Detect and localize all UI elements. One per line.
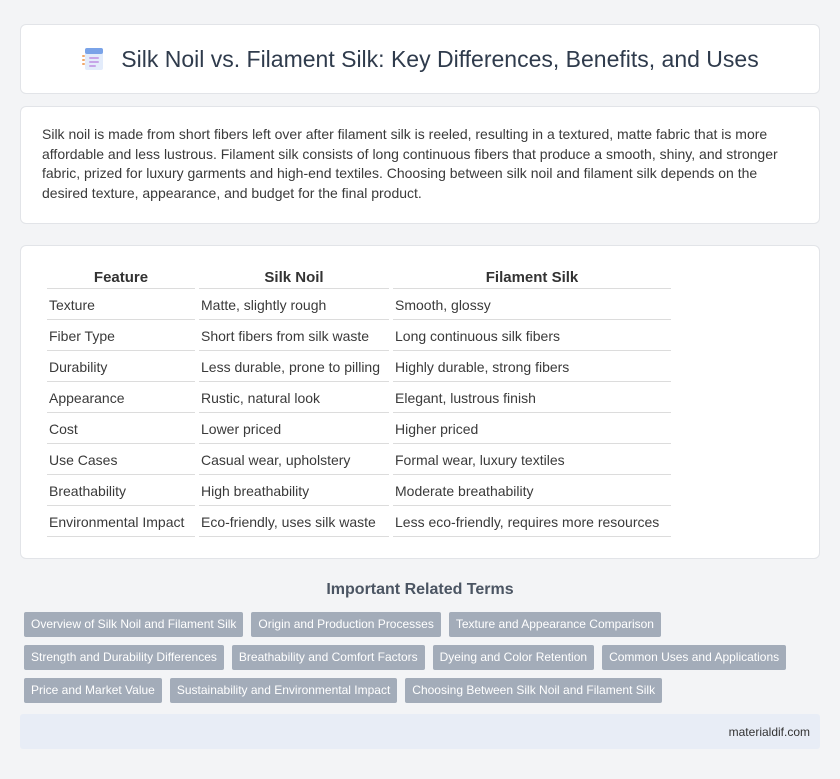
table-cell: Long continuous silk fibers <box>393 320 671 351</box>
column-header-filament-silk: Filament Silk <box>393 264 671 289</box>
table-cell: Rustic, natural look <box>199 382 389 413</box>
comparison-card <box>20 245 820 559</box>
intro-card <box>20 106 820 224</box>
related-term-tag[interactable]: Price and Market Value <box>24 678 162 703</box>
page-title: Silk Noil vs. Filament Silk: Key Differences, Benefits, and Uses <box>121 45 759 72</box>
related-term-tag[interactable]: Sustainability and Environmental Impact <box>170 678 397 703</box>
related-term-tag[interactable]: Strength and Durability Differences <box>24 645 224 670</box>
table-cell: High breathability <box>199 475 389 506</box>
table-cell: Short fibers from silk waste <box>199 320 389 351</box>
table-header-row <box>47 264 671 289</box>
table-cell: Higher priced <box>393 413 671 444</box>
related-term-tag[interactable]: Origin and Production Processes <box>251 612 440 637</box>
column-header-feature: Feature <box>47 264 195 289</box>
table-row <box>47 413 671 444</box>
table-cell: Use Cases <box>47 444 195 475</box>
table-cell: Fiber Type <box>47 320 195 351</box>
table-cell: Highly durable, strong fibers <box>393 351 671 382</box>
table-cell: Cost <box>47 413 195 444</box>
table-cell: Matte, slightly rough <box>199 289 389 320</box>
table-cell: Formal wear, luxury textiles <box>393 444 671 475</box>
title-wrap <box>81 46 758 73</box>
footer <box>20 714 820 749</box>
table-cell: Casual wear, upholstery <box>199 444 389 475</box>
table-row <box>47 506 671 537</box>
related-term-tag[interactable]: Common Uses and Applications <box>602 645 786 670</box>
comparison-table <box>43 264 675 537</box>
table-row <box>47 351 671 382</box>
related-term-tag[interactable]: Texture and Appearance Comparison <box>449 612 661 637</box>
table-cell: Breathability <box>47 475 195 506</box>
table-cell: Less durable, prone to pilling <box>199 351 389 382</box>
table-row <box>47 382 671 413</box>
table-cell: Smooth, glossy <box>393 289 671 320</box>
footer-site-name[interactable]: materialdif.com <box>728 725 810 739</box>
table-row <box>47 475 671 506</box>
table-cell: Texture <box>47 289 195 320</box>
related-term-tag[interactable]: Overview of Silk Noil and Filament Silk <box>24 612 243 637</box>
table-cell: Durability <box>47 351 195 382</box>
related-term-tag[interactable]: Choosing Between Silk Noil and Filament Silk <box>405 678 662 703</box>
table-cell: Less eco-friendly, requires more resources <box>393 506 671 537</box>
header-card <box>20 24 820 94</box>
related-terms-list <box>24 612 824 703</box>
table-cell: Moderate breathability <box>393 475 671 506</box>
related-term-tag[interactable]: Dyeing and Color Retention <box>433 645 594 670</box>
table-row <box>47 320 671 351</box>
table-cell: Appearance <box>47 382 195 413</box>
column-header-silk-noil: Silk Noil <box>199 264 389 289</box>
related-term-tag[interactable]: Breathability and Comfort Factors <box>232 645 425 670</box>
table-row <box>47 289 671 320</box>
table-cell: Lower priced <box>199 413 389 444</box>
table-cell: Environmental Impact <box>47 506 195 537</box>
intro-text: Silk noil is made from short fibers left over after filament silk is reeled, resulting in a textured, matte fabric that is more affordable and less lustrous. Filament silk consists of long continuous fibers that produce a smooth, shiny, and stronger fabric, prized for luxury garments and high-end textiles. Choosing between silk noil and filament silk depends on the desired texture, appearance, and budget for the final product. <box>42 126 778 201</box>
related-terms-title: Important Related Terms <box>326 581 514 598</box>
table-row <box>47 444 671 475</box>
table-cell: Elegant, lustrous finish <box>393 382 671 413</box>
table-cell: Eco-friendly, uses silk waste <box>199 506 389 537</box>
document-icon <box>81 46 107 72</box>
